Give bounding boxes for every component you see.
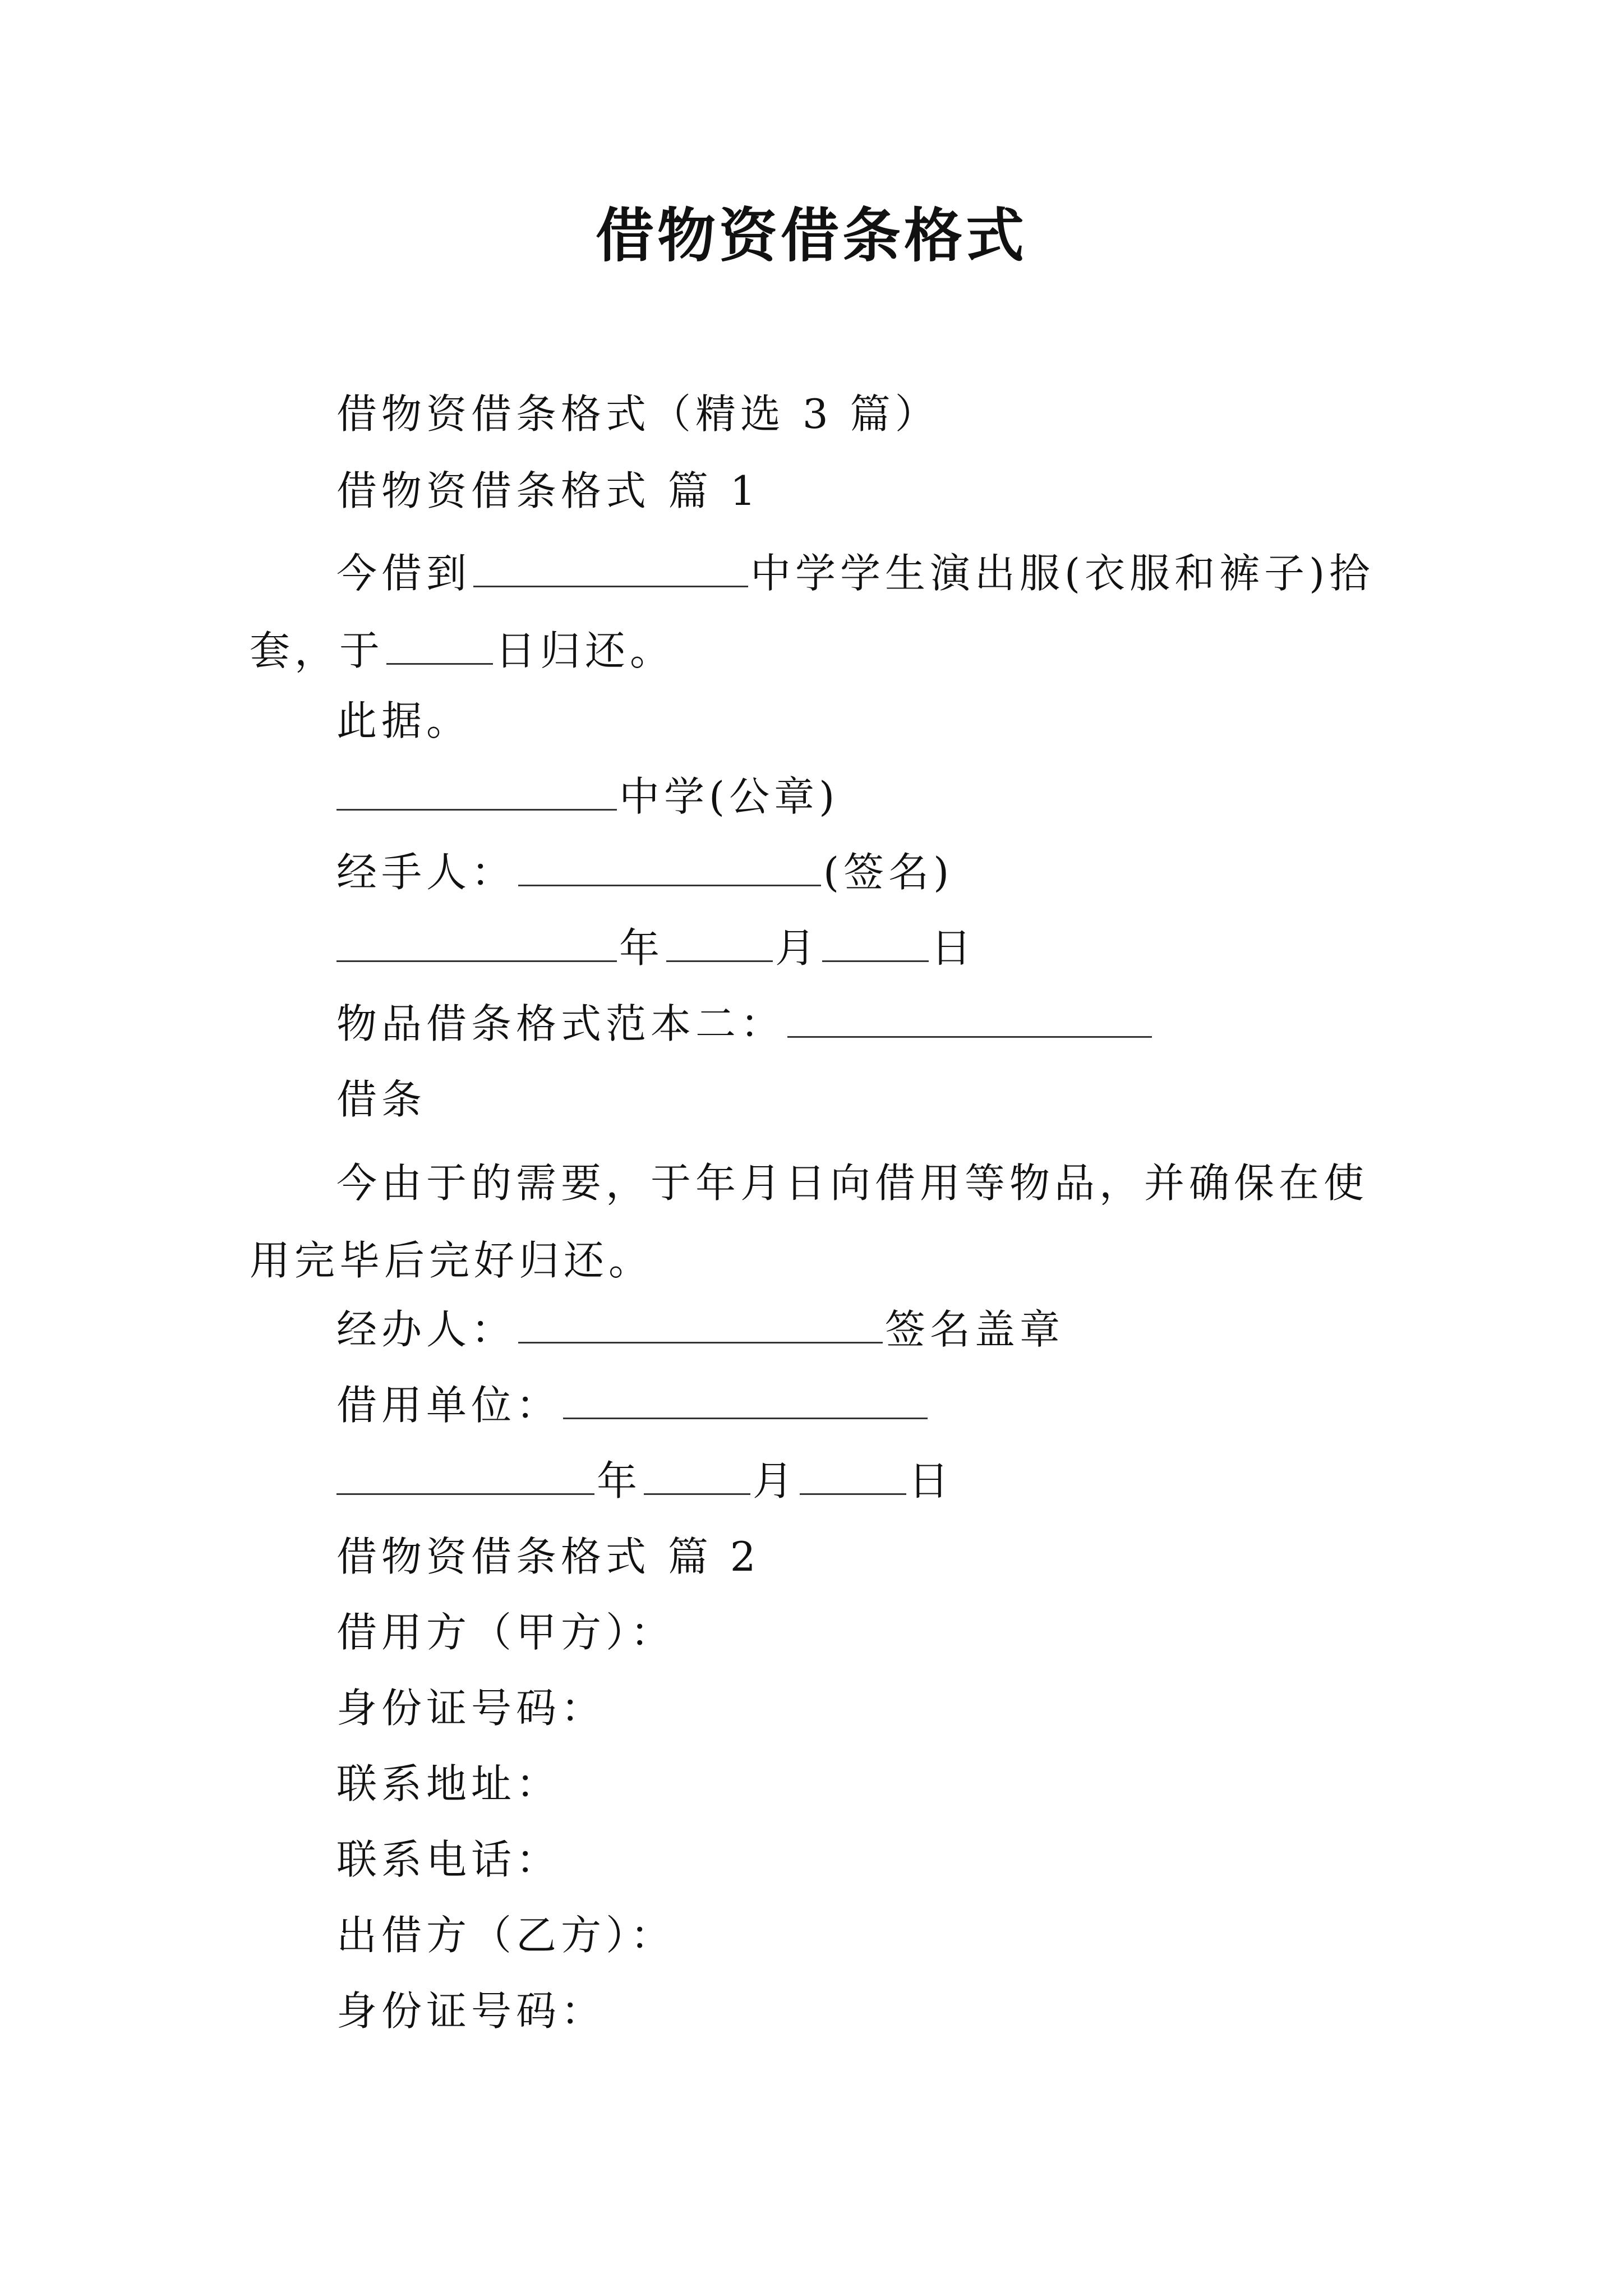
contact-phone-line: 联系电话：	[336, 1836, 561, 1883]
text: 日	[931, 924, 976, 972]
text: 月	[753, 1457, 798, 1504]
loan-paragraph-2: 今由于的需要，于年月日向借用等物品，并确保在使用完毕后完好归还。	[250, 1159, 1369, 1284]
text: 日归还。	[495, 627, 675, 674]
blank-line	[563, 1382, 928, 1419]
blank-line	[787, 1000, 1152, 1038]
text: 日	[909, 1457, 954, 1504]
date-line-2	[336, 1453, 953, 1509]
statement-line: 此据。	[336, 697, 472, 744]
contact-address-line: 联系地址：	[336, 1760, 561, 1807]
text: (签名)	[823, 849, 954, 896]
blank-line	[518, 1306, 883, 1343]
lender-party-line: 出借方（乙方）：	[336, 1912, 676, 1959]
date-line-1	[336, 920, 976, 976]
text: 物品借条格式范本二：	[336, 1000, 786, 1047]
text: 经办人：	[336, 1306, 517, 1353]
text: 年	[619, 924, 665, 972]
section-heading-2: 借物资借条格式 篇 2	[336, 1533, 760, 1580]
blank-line	[518, 849, 821, 886]
handler-signature-line	[336, 844, 953, 900]
school-seal-line	[336, 769, 839, 825]
text: 年	[597, 1457, 642, 1504]
borrower-party-line: 借用方（甲方）：	[336, 1609, 676, 1656]
text: 今借到	[336, 550, 472, 597]
subtitle-line: 借物资借条格式（精选 3 篇）	[336, 390, 940, 438]
loan-paragraph-1	[250, 535, 1382, 689]
text: 借用单位：	[336, 1382, 561, 1429]
borrowing-unit-line	[336, 1377, 930, 1433]
section-heading-1: 借物资借条格式 篇 1	[336, 467, 760, 514]
blank-line	[822, 924, 929, 962]
text: 经手人：	[336, 849, 517, 896]
blank-line	[386, 627, 493, 665]
blank-line	[336, 1457, 594, 1495]
borrower-id-line: 身份证号码：	[336, 1685, 606, 1732]
sample-two-line	[336, 996, 1154, 1052]
agent-signature-line	[336, 1301, 1064, 1358]
text: 月	[775, 924, 820, 972]
text: 签名盖章	[885, 1306, 1065, 1353]
lender-id-line: 身份证号码：	[336, 1987, 606, 2035]
blank-line	[336, 924, 617, 962]
text: 中学学生演出服(衣服和裤子)拾套，于	[250, 550, 1375, 674]
blank-line	[644, 1457, 750, 1495]
blank-line	[473, 550, 748, 587]
blank-line	[336, 773, 617, 811]
iou-heading: 借条	[336, 1076, 427, 1123]
blank-line	[666, 924, 773, 962]
text: 中学(公章)	[619, 773, 840, 820]
document-title: 借物资借条格式	[595, 201, 1027, 270]
blank-line	[800, 1457, 906, 1495]
